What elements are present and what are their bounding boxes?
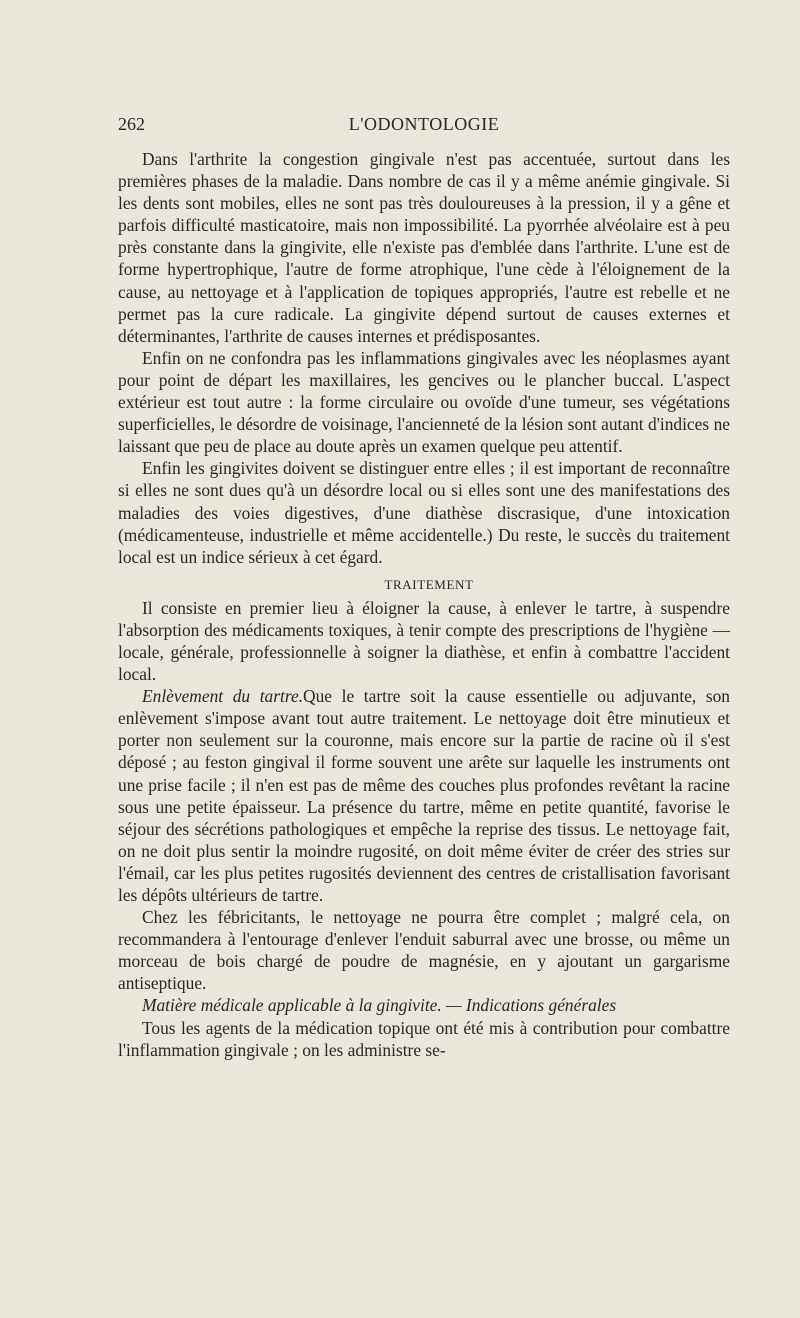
paragraph-enlevement-tartre — [118, 685, 730, 906]
section-heading-traitement: TRAITEMENT — [384, 576, 474, 592]
page-body — [118, 148, 730, 1061]
paragraph-traitement-intro: Il consiste en premier lieu à éloigner la cause, à enlever le tartre, à suspendre l'absorption des médicaments toxiques, à tenir compte des prescriptions de l'hygiène — locale, générale, professionnelle à soigner la diathèse, et enfin à combattre l'accident local. — [118, 597, 730, 685]
running-header — [118, 110, 730, 140]
paragraph-febricitants: Chez les fébricitants, le nettoyage ne pourra être complet ; malgré cela, on recommandera à l'entourage d'enlever l'enduit saburral avec une brosse, ou même un morceau de bois chargé de poudre de magnésie, en y ajoutant un gargarisme antiseptique. — [118, 907, 730, 994]
running-title: L'ODONTOLOGIE — [348, 114, 500, 134]
paragraph-distinction: Enfin les gingivites doivent se distinguer entre elles ; il est important de reconnaître si elles ne sont dues qu'à un désordre local ou si elles sont une des manifestations des maladies des voies digestives, d'une diathèse discrasique, d'une intoxication (médicamenteuse, industrielle et même accidentelle.) Du reste, le succès du traitement local est un indice sérieux à cet égard. — [118, 458, 730, 567]
paragraph-agents-medication: Tous les agents de la médication topique ont été mis à contribution pour combattre l'inflammation gingivale ; on les administre se- — [118, 1017, 730, 1060]
subheading-enlevement-tartre: Enlèvement du tartre. — [142, 686, 304, 707]
paragraph-arthrite: Dans l'arthrite la congestion gingivale n'est pas accentuée, surtout dans les premières phases de la maladie. Dans nombre de cas il y a même anémie gingivale. Si les dents sont mobiles, elles ne sont pas très douloureuses à la pression, il y a gêne et parfois difficulté masticatoire, mais non impossibilité. La pyorrhée alvéolaire est à peu près constante dans la gingivite, elle n'existe pas d'emblée dans l'arthrite. L'une est de forme hypertrophique, l'autre de forme atrophique, l'une cède à l'éloignement de la cause, au nettoyage et à l'application de topiques appropriés, l'autre est rebelle et ne permet pas la cure radicale. La gingivite dépend surtout de causes externes et déterminantes, l'arthrite de causes internes et prédisposantes. — [118, 149, 730, 346]
subheading-matiere-medicale: Matière médicale applicable à la gingivite. — Indications générales — [142, 995, 617, 1016]
text-enlevement-tartre: Que le tartre soit la cause essentielle ou adjuvante, son enlèvement s'impose avant tout autre traitement. Le nettoyage doit être minutieux et porter non seulement sur la couronne, mais encore sur la partie de racine où il s'est déposé ; au feston gingival il forme souvent une arête sur laquelle les instruments ont une prise facile ; il n'en est pas de même des couches plus profondes revêtant la racine sous une petite épaisseur. La présence du tartre, même en petite quantité, favorise le séjour des sécrétions pathologiques et empêche la reprise des tissus. Le nettoyage fait, on ne doit plus sentir la moindre rugosité, on doit même éviter de créer des stries sur l'émail, car les plus petites rugosités deviennent des centres de cristallisation favorisant les dépôts ultérieurs de tartre. — [118, 686, 730, 905]
page-number: 262 — [118, 114, 145, 134]
paragraph-neoplasmes: Enfin on ne confondra pas les inflammations gingivales avec les néoplasmes ayant pour point de départ les maxillaires, les gencives ou le plancher buccal. L'aspect extérieur est tout autre : la forme circulaire ou ovoïde d'une tumeur, ses végétations superficielles, le désordre de voisinage, l'ancienneté de la lésion sont autant d'indices ne laissant que peu de place au doute après un examen quelque peu attentif. — [118, 347, 730, 457]
